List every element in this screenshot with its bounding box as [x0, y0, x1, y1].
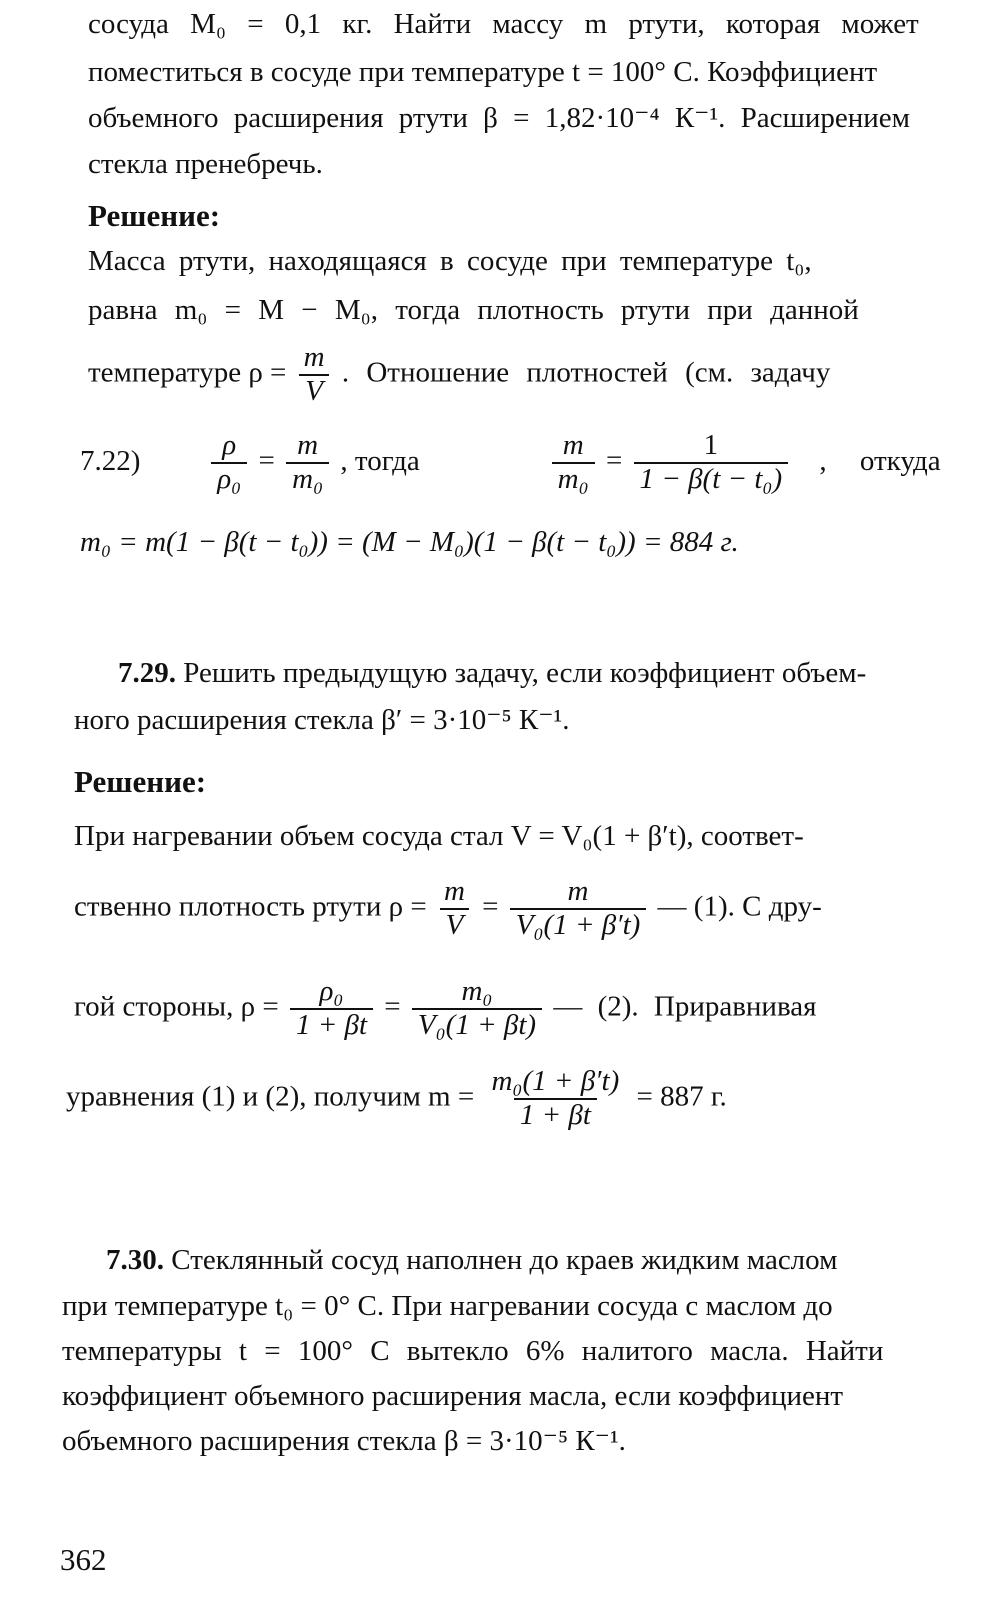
fraction: [552, 430, 595, 496]
equals-sign: =: [258, 444, 275, 477]
problem-number: 7.30.: [106, 1244, 164, 1276]
fraction-numerator: m: [567, 875, 589, 907]
fraction-denominator: V: [299, 374, 329, 408]
fraction-denominator: 1 − β(t − t₀): [634, 462, 789, 496]
problem-text-line: объемного расширения стекла β = 3·10⁻⁵ К⁻¹.: [62, 1425, 626, 1457]
solution-formula-line: [80, 430, 941, 496]
text-span: уравнения (1) и (2), получим m =: [66, 1080, 475, 1113]
fraction-denominator: m₀: [286, 462, 329, 496]
fraction: [412, 976, 542, 1042]
fraction-numerator: 1: [703, 429, 719, 461]
text-span: Решить предыдущую задачу, если коэффициент объем-: [176, 657, 867, 689]
problem-text-line: при температуре t₀ = 0° С. При нагревании сосуда с маслом до: [62, 1290, 833, 1322]
fraction-denominator: V₀(1 + βt): [412, 1008, 542, 1042]
text-span: . Отношение плотностей (см. задачу: [341, 356, 831, 389]
problem-text-line: коэффициент объемного расширения масла, если коэффициент: [62, 1380, 844, 1412]
solution-text-line: равна m₀ = M − M₀, тогда плотность ртути при данной: [88, 294, 859, 326]
solution-formula-line: [74, 876, 822, 942]
fraction-numerator: ρ₀: [319, 975, 344, 1007]
solution-heading: Решение:: [88, 198, 221, 233]
text-span: , откуда: [819, 444, 941, 477]
solution-text-line: Масса ртути, находящаяся в сосуде при температуре t₀,: [88, 245, 812, 277]
problem-text-line: температуры t = 100° С вытекло 6% налитого масла. Найти: [62, 1335, 884, 1367]
fraction-denominator: ρ₀: [211, 462, 247, 496]
problem-text-line: стекла пренебречь.: [88, 148, 323, 180]
fraction-numerator: m₀: [461, 975, 493, 1007]
text-span: ственно плотность ртути ρ =: [74, 890, 427, 923]
fraction-denominator: V: [440, 908, 470, 942]
solution-formula-line: [66, 1066, 727, 1132]
solution-formula-line: [74, 976, 816, 1042]
fraction-denominator: m₀: [552, 462, 595, 496]
problem-text-line: ного расширения стекла β′ = 3·10⁻⁵ К⁻¹.: [74, 704, 570, 736]
fraction: [211, 430, 247, 496]
fraction: [438, 876, 471, 942]
fraction: [286, 430, 329, 496]
fraction: [485, 1066, 625, 1132]
fraction: [298, 342, 331, 408]
fraction-denominator: 1 + βt: [514, 1098, 597, 1132]
fraction: [290, 976, 373, 1042]
text-span: — (2). Приравнивая: [553, 990, 817, 1023]
text-span: гой стороны, ρ =: [74, 990, 279, 1023]
solution-result-formula: m₀ = m(1 − β(t − t₀)) = (M − M₀)(1 − β(t − t₀)) = 884 г.: [80, 526, 739, 558]
fraction-denominator: V₀(1 + β′t): [510, 908, 647, 942]
equals-sign: =: [384, 990, 401, 1023]
fraction-numerator: m: [443, 875, 465, 907]
fraction: [634, 430, 789, 496]
problem-statement: [118, 655, 866, 693]
equals-sign: =: [482, 890, 499, 923]
fraction-numerator: m₀(1 + β′t): [491, 1065, 620, 1097]
solution-heading: Решение:: [74, 764, 207, 799]
problem-statement: [106, 1242, 837, 1280]
fraction-denominator: 1 + βt: [290, 1008, 373, 1042]
text-span: Стеклянный сосуд наполнен до краев жидким маслом: [164, 1244, 838, 1276]
fraction-numerator: m: [303, 341, 325, 373]
problem-text-line: объемного расширения ртути β = 1,82·10⁻⁴ К⁻¹. Расширением: [88, 102, 911, 134]
solution-text-line: При нагревании объем сосуда стал V = V₀(1 + β′t), соответ-: [74, 820, 804, 852]
fraction-numerator: m: [297, 429, 319, 461]
text-span: температуре ρ =: [88, 356, 287, 389]
fraction: [510, 876, 647, 942]
text-span: , тогда: [340, 444, 420, 477]
text-span: = 887 г.: [636, 1080, 727, 1113]
problem-text-line: поместиться в сосуде при температуре t = 100° С. Коэффициент: [88, 56, 878, 88]
solution-formula-line: [88, 342, 830, 408]
equals-sign: =: [605, 444, 623, 477]
fraction-numerator: ρ: [222, 429, 237, 461]
problem-number: 7.29.: [118, 657, 176, 689]
fraction-numerator: m: [562, 429, 584, 461]
page-number: 362: [60, 1542, 107, 1577]
text-span: — (1). С дру-: [657, 890, 822, 923]
equation-reference: 7.22): [80, 444, 141, 477]
problem-text-line: сосуда M₀ = 0,1 кг. Найти массу m ртути, которая может: [88, 8, 919, 40]
